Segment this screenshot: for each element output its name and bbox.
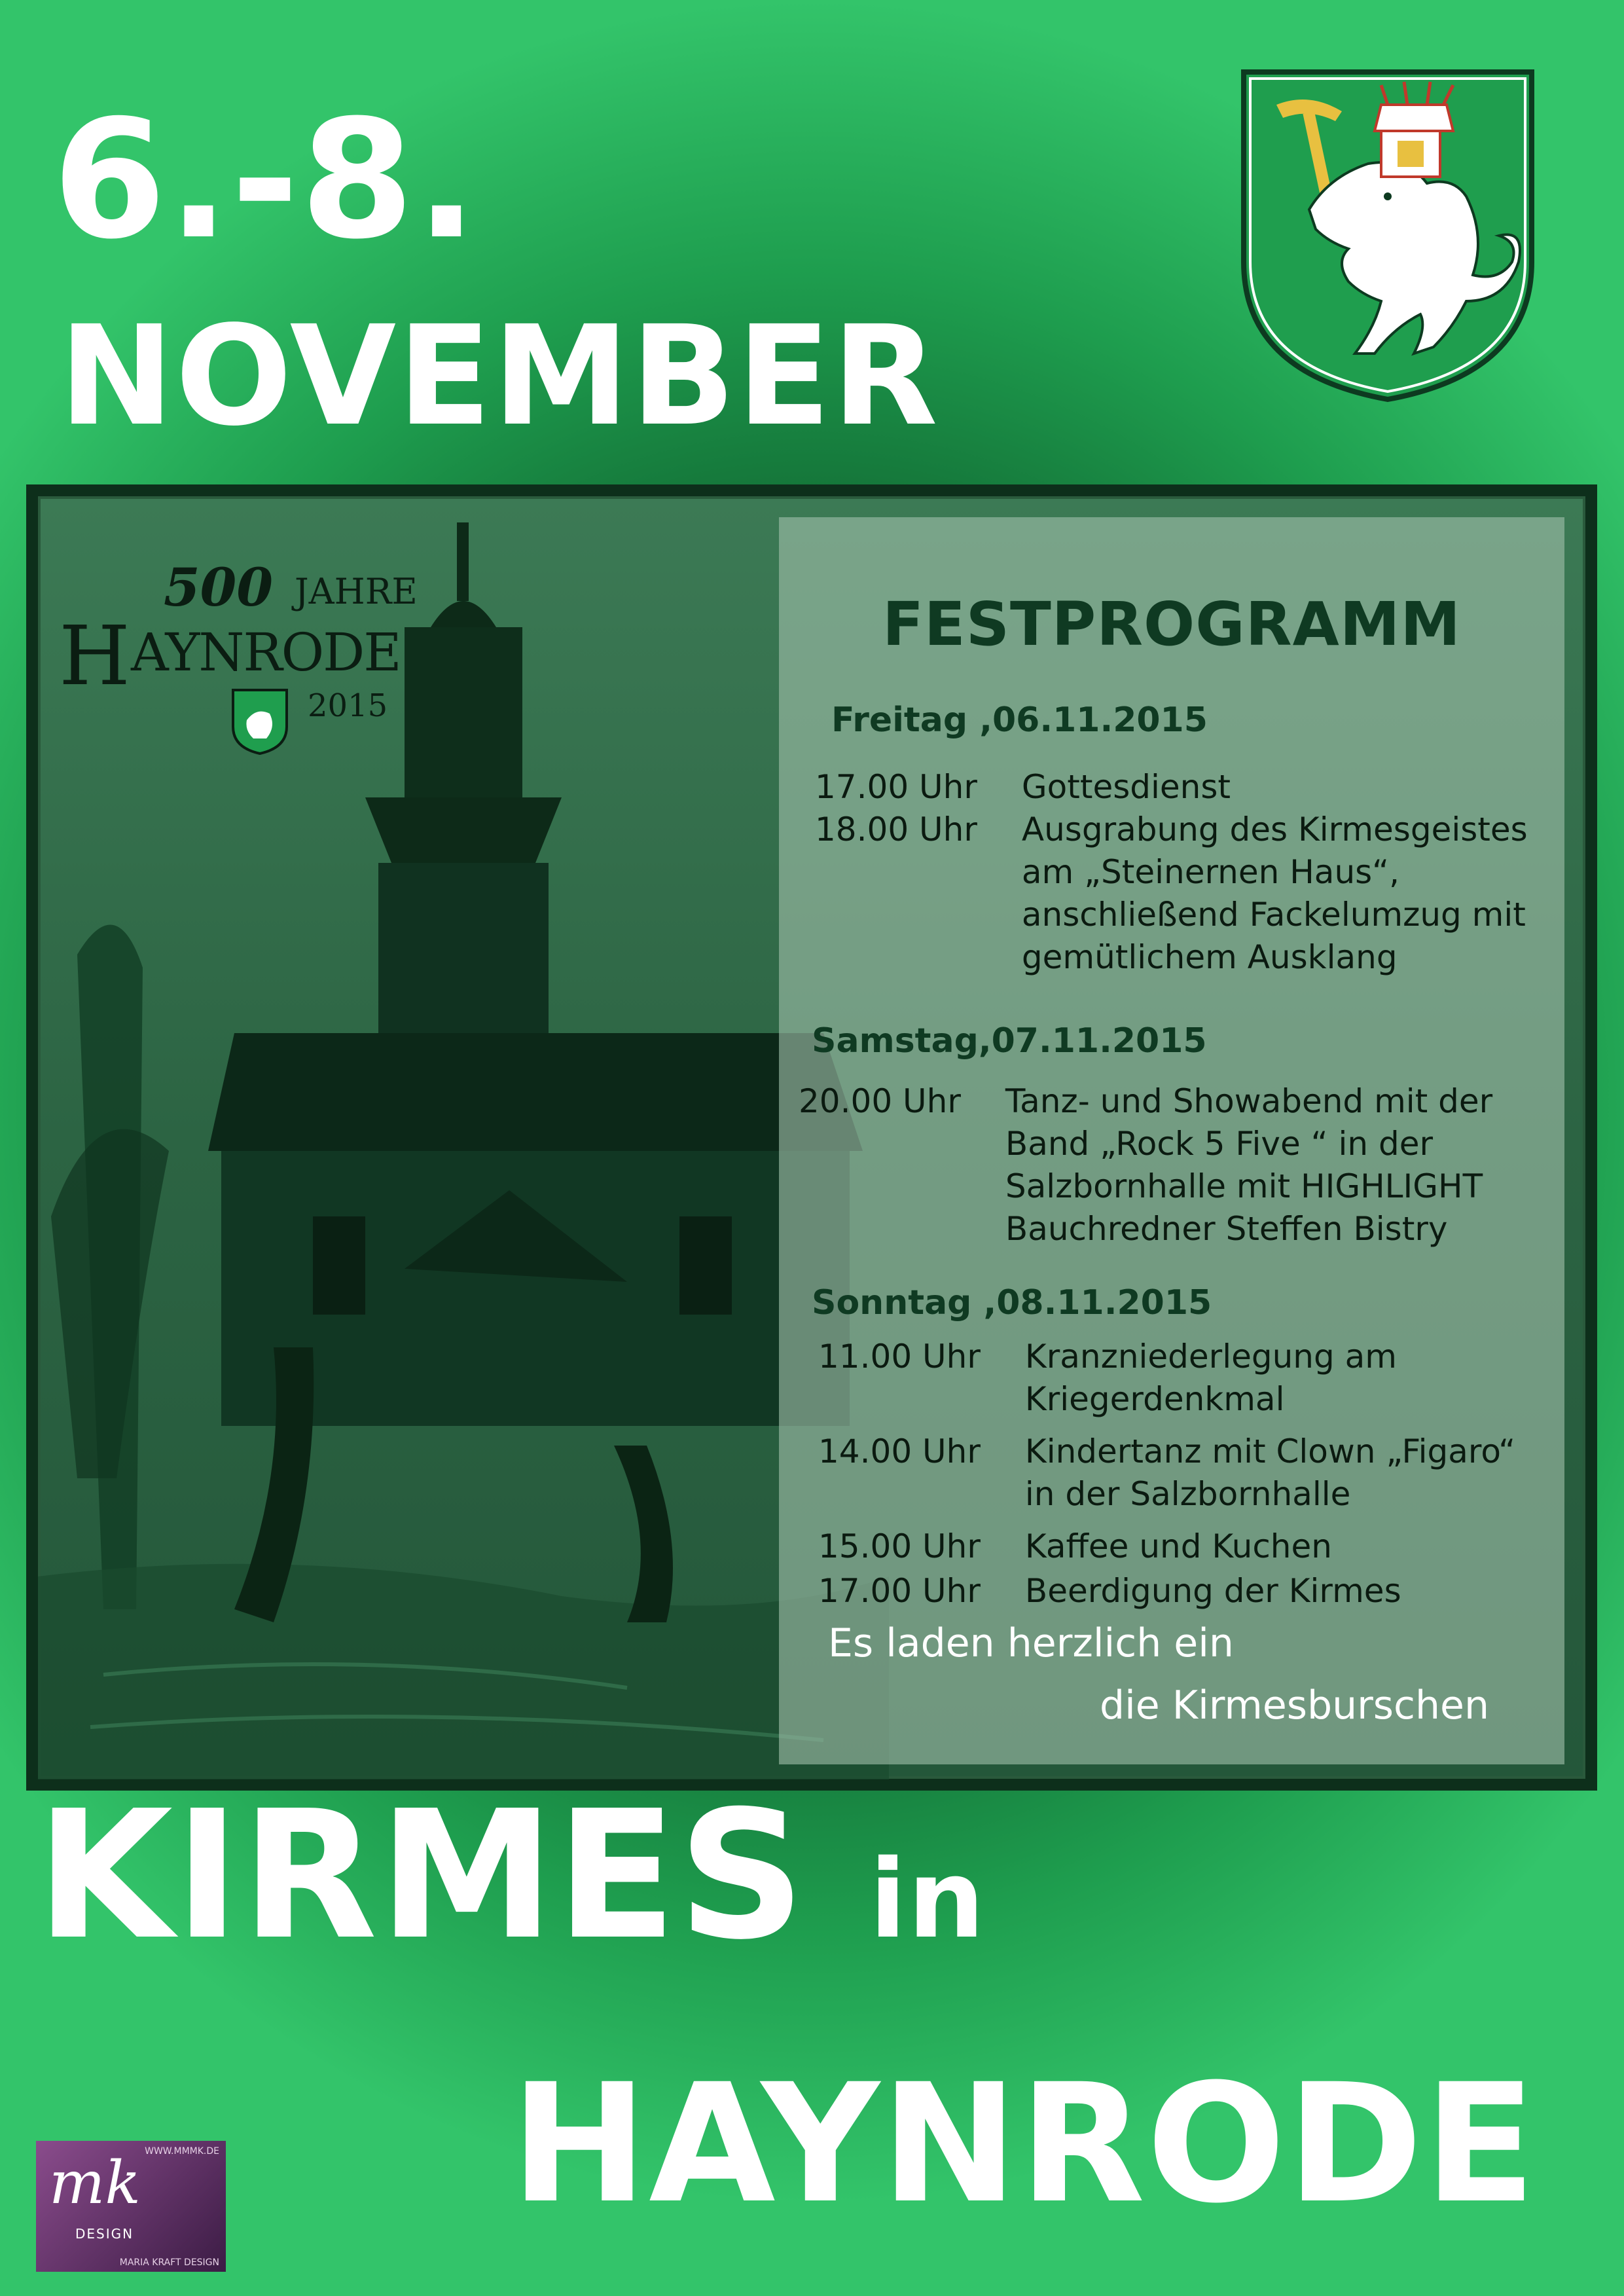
- event-item: [818, 1525, 1332, 1568]
- event-line: in der Salzbornhalle: [1024, 1475, 1351, 1513]
- event-line: Kindertanz mit Clown „Figaro“: [1024, 1432, 1516, 1470]
- event-item: [818, 1570, 1401, 1613]
- event-desc: [1022, 809, 1528, 979]
- event-time: 18.00 Uhr: [815, 811, 977, 848]
- event-time: 14.00 Uhr: [818, 1432, 981, 1470]
- event-desc: Beerdigung der Kirmes: [1024, 1572, 1401, 1610]
- event-title: [36, 1772, 986, 1978]
- designer-monogram: mk: [49, 2149, 141, 2217]
- program-box: [779, 517, 1564, 1764]
- event-line: gemütlichem Ausklang: [1021, 938, 1398, 976]
- event-desc: [1005, 1080, 1492, 1250]
- event-item: [799, 1080, 1492, 1250]
- invite-line-1: Es laden herzlich ein: [828, 1620, 1234, 1666]
- day-heading-saturday: Samstag,07.11.2015: [812, 1021, 1207, 1061]
- event-item: [818, 1430, 1515, 1516]
- event-line: Salzbornhalle mit HIGHLIGHT: [1005, 1167, 1483, 1205]
- event-time: 17.00 Uhr: [818, 1572, 981, 1610]
- event-time: 17.00 Uhr: [815, 768, 977, 806]
- event-item: [818, 1336, 1397, 1421]
- town-name: HAYNRODE: [511, 2049, 1538, 2239]
- event-line: Kranzniederlegung am: [1024, 1338, 1397, 1376]
- designer-owner: MARIA KRAFT DESIGN: [119, 2257, 219, 2268]
- event-time: 11.00 Uhr: [818, 1338, 981, 1376]
- event-item: [815, 809, 1528, 979]
- event-item: [815, 766, 1231, 809]
- program-title: FESTPROGRAMM: [882, 589, 1461, 659]
- event-line: anschließend Fackelumzug mit: [1021, 896, 1526, 934]
- invite-line-2: die Kirmesburschen: [1100, 1683, 1489, 1728]
- day-heading-sunday: Sonntag ,08.11.2015: [812, 1283, 1212, 1322]
- jubilee-jahre: JAHRE: [295, 571, 418, 612]
- event-desc: Kaffee und Kuchen: [1024, 1527, 1332, 1565]
- event-line: am „Steinernen Haus“,: [1021, 853, 1399, 891]
- day-heading-friday: Freitag ,06.11.2015: [831, 701, 1208, 740]
- jubilee-number: 500: [164, 556, 273, 618]
- event-connector: in: [869, 1836, 986, 1962]
- event-time: 15.00 Uhr: [818, 1527, 981, 1565]
- mini-crest-icon: [230, 687, 289, 756]
- jubilee-year: 2015: [308, 687, 388, 724]
- date-month: NOVEMBER: [59, 296, 939, 456]
- event-time: 20.00 Uhr: [799, 1082, 961, 1120]
- date-days: 6.-8.: [52, 84, 479, 275]
- designer-label: DESIGN: [75, 2226, 134, 2242]
- designer-url: WWW.MMMK.DE: [145, 2146, 219, 2157]
- event-desc: [1025, 1430, 1515, 1516]
- event-line: Ausgrabung des Kirmesgeistes: [1021, 811, 1528, 848]
- coat-of-arms-icon: [1237, 65, 1538, 406]
- jubilee-initial: H: [59, 609, 131, 704]
- event-line: Tanz- und Showabend mit der: [1005, 1082, 1493, 1120]
- event-desc: [1025, 1336, 1397, 1421]
- event-word: KIRMES: [36, 1772, 807, 1978]
- event-line: Band „Rock 5 Five “ in der: [1005, 1125, 1434, 1163]
- event-line: Bauchredner Steffen Bistry: [1005, 1210, 1448, 1248]
- designer-logo: [36, 2141, 226, 2272]
- jubilee-logo: [59, 550, 478, 773]
- event-desc: Gottesdienst: [1021, 768, 1231, 806]
- jubilee-name: AYNRODE: [131, 622, 401, 683]
- event-line: Kriegerdenkmal: [1024, 1380, 1285, 1418]
